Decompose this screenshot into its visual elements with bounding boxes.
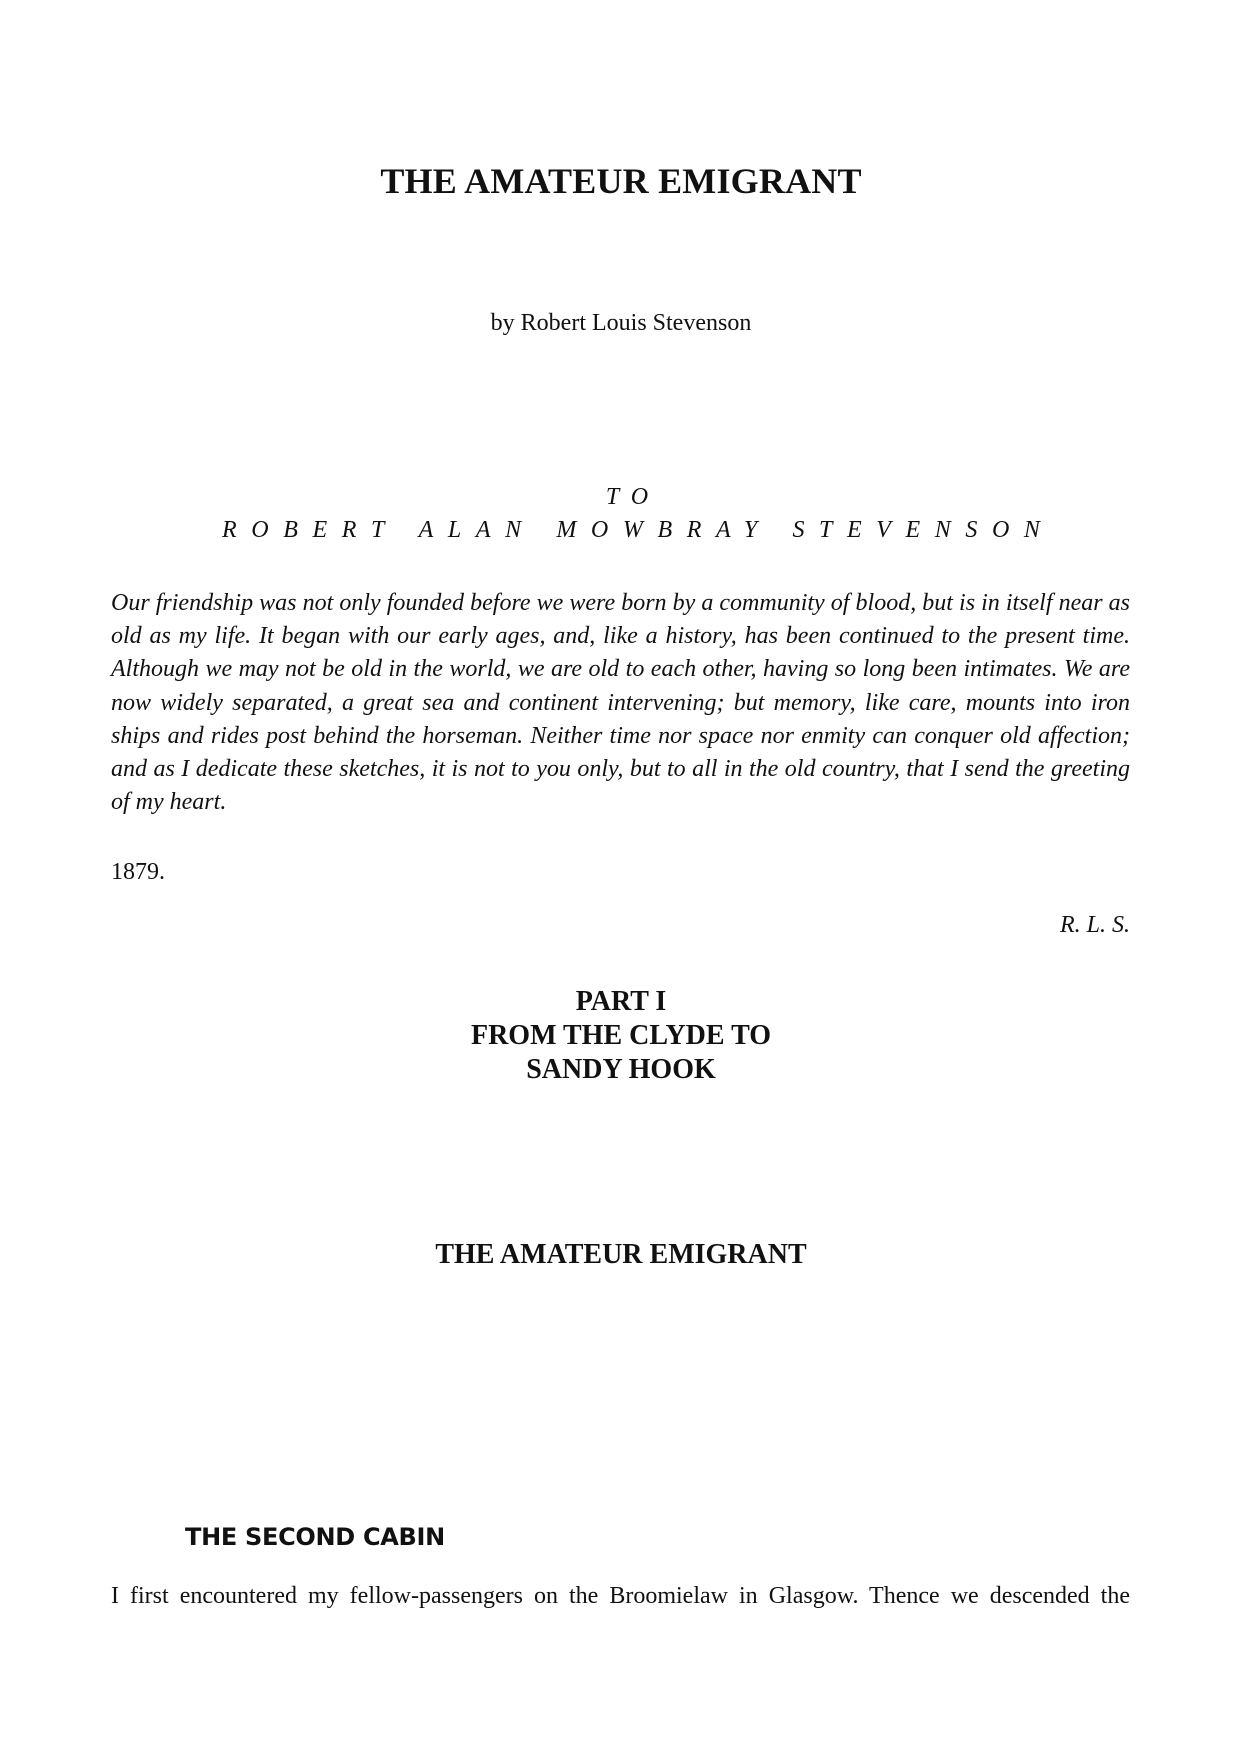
dedication-name: ROBERT ALAN MOWBRAY STEVENSON: [222, 517, 1055, 543]
part-title-line-2: SANDY HOOK: [526, 1054, 716, 1085]
dedication-to: TO: [605, 484, 661, 510]
part-number: PART I: [575, 986, 667, 1017]
dedication-year: 1879.: [111, 859, 165, 885]
part-heading: [0, 985, 1242, 1087]
dedication-initials: R. L. S.: [1059, 912, 1130, 938]
dedication-text: Our friendship was not only founded before we were born by a community of blood, but is in itself near as old as my life. It began with our early ages, and, like a history, has been continued to the present time. Although we may not be old in the world, we are old to each other, having so long been intimates. We are now widely separated, a great sea and continent intervening; but memory, like care, mounts into iron ships and rides post behind the horseman. Neither time nor space nor enmity can conquer old affection; and as I dedicate these sketches, it is not to you only, but to all in the old country, that I send the greeting of my heart.: [111, 590, 1130, 816]
chapter-first-line: I first encountered my fellow-passengers on the Broomielaw in Glasgow. Thence we descended the: [111, 1583, 1130, 1609]
document-title: THE AMATEUR EMIGRANT: [380, 161, 862, 201]
author-byline: by Robert Louis Stevenson: [490, 310, 752, 336]
part-title-line-1: FROM THE CLYDE TO: [470, 1020, 772, 1051]
chapter-heading: THE SECOND CABIN: [185, 1523, 445, 1551]
section-title: THE AMATEUR EMIGRANT: [435, 1239, 807, 1270]
